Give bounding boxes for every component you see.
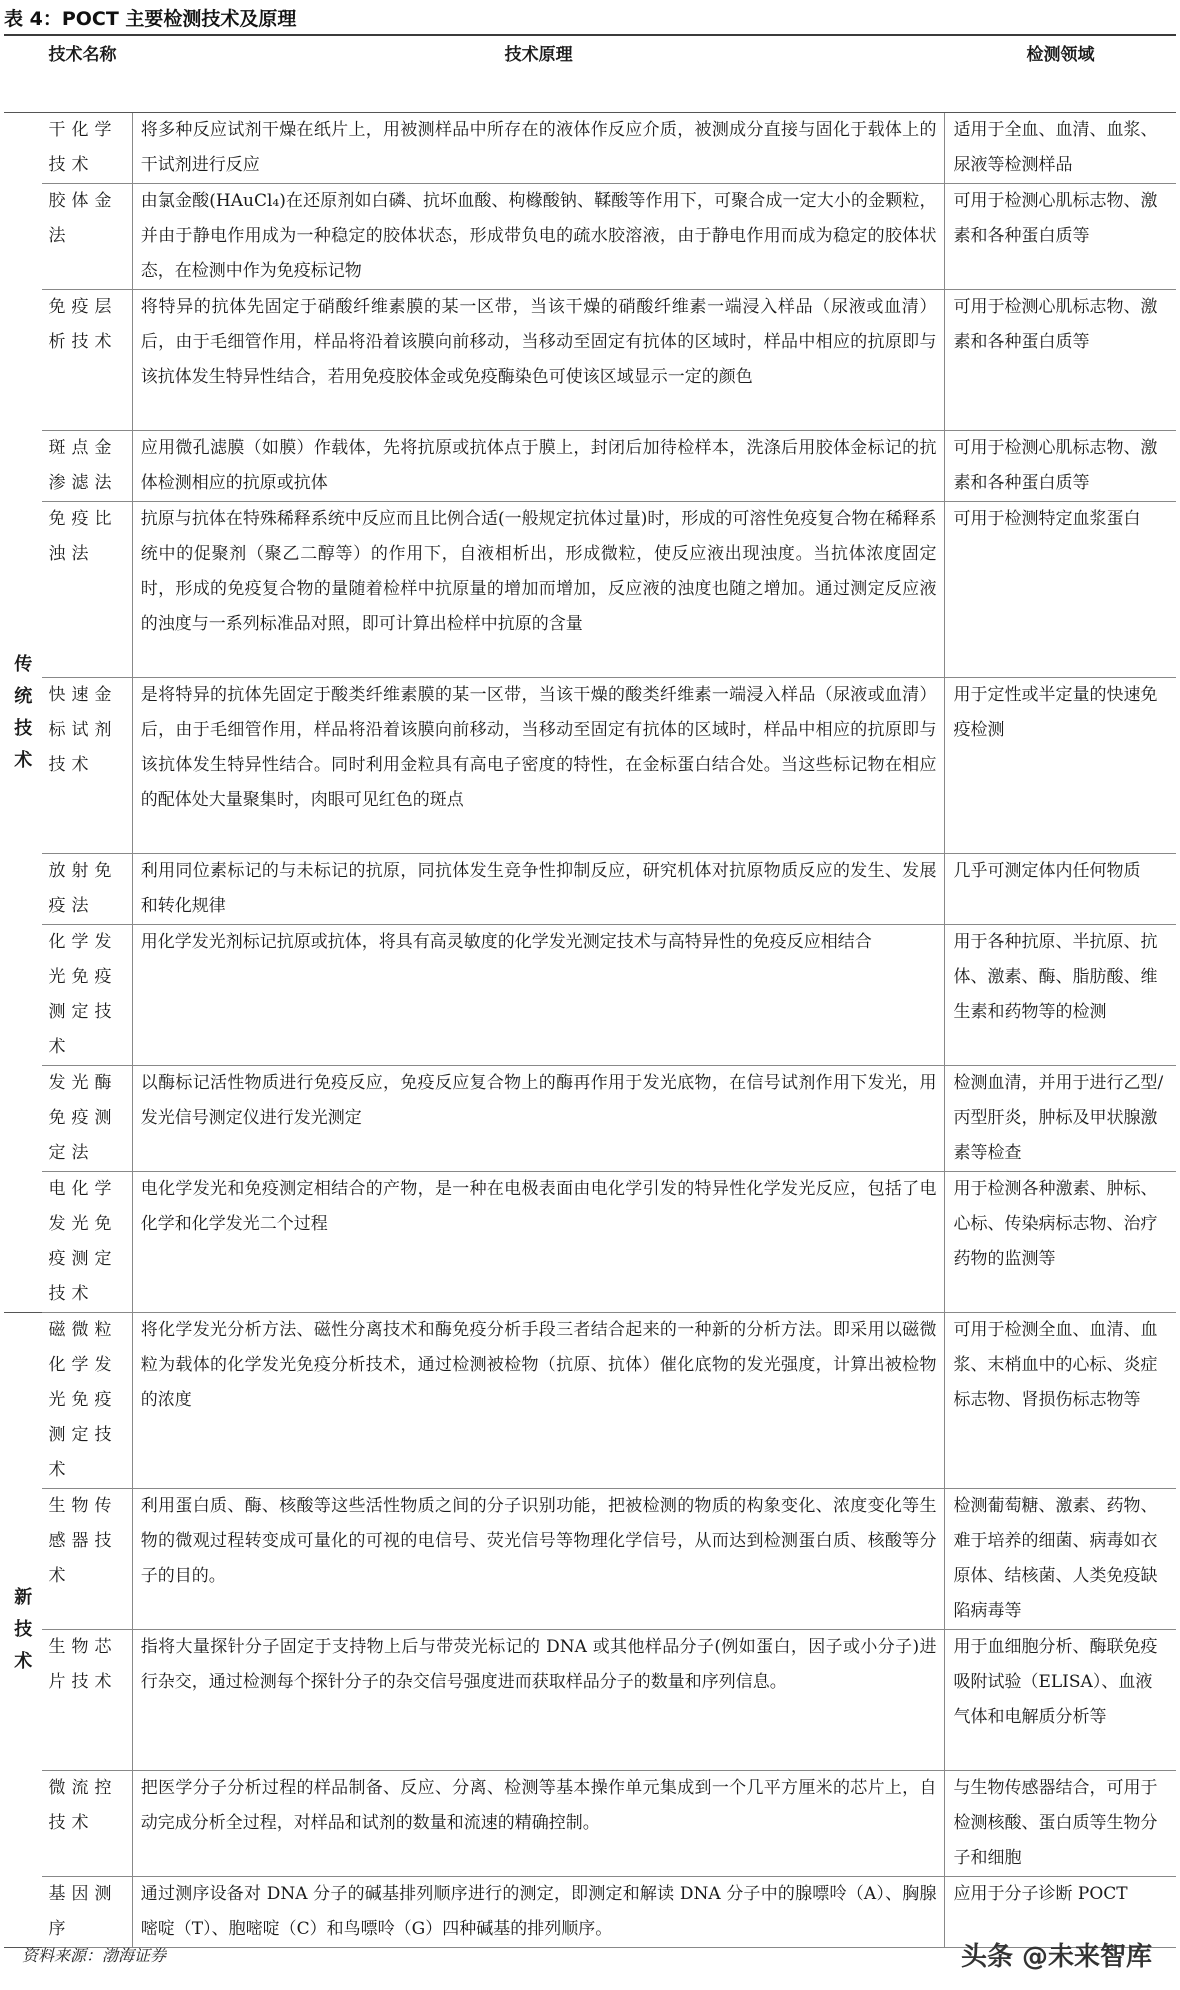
- tech-principle: 把医学分子分析过程的样品制备、反应、分离、检测等基本操作单元集成到一个几平方厘米的芯片上，自动完成分析全过程，对样品和试剂的数量和流速的精确控制。: [132, 1771, 945, 1877]
- tech-name: 发光酶免疫测定法: [42, 1066, 132, 1172]
- table-row: [4, 1066, 1176, 1172]
- tech-principle: 由氯金酸(HAuCl₄)在还原剂如白磷、抗坏血酸、枸橼酸钠、鞣酸等作用下，可聚合成一定大小的金颗粒，并由于静电作用成为一种稳定的胶体状态，形成带负电的疏水胶溶液，由于静电作用而成为稳定的胶体状态，在检测中作为免疫标记物: [132, 184, 945, 290]
- watermark: 头条 @未来智库: [960, 1942, 1152, 1972]
- table-row: [4, 502, 1176, 678]
- tech-name: 斑点金渗滤法: [42, 431, 132, 502]
- table-row: [4, 1489, 1176, 1630]
- tech-field: 适用于全血、血清、血浆、尿液等检测样品: [945, 113, 1176, 184]
- tech-principle: 将化学发光分析方法、磁性分离技术和酶免疫分析手段三者结合起来的一种新的分析方法。即采用以磁微粒为载体的化学发光免疫分析技术，通过检测被检物（抗原、抗体）催化底物的发光强度，计算出被检物的浓度: [132, 1313, 945, 1489]
- tech-principle: 以酶标记活性物质进行免疫反应，免疫反应复合物上的酶再作用于发光底物，在信号试剂作用下发光，用发光信号测定仪进行发光测定: [132, 1066, 945, 1172]
- tech-field: 检测血清，并用于进行乙型/丙型肝炎，肿标及甲状腺激素等检查: [945, 1066, 1176, 1172]
- header-field: 检测领域: [945, 36, 1176, 113]
- table-header-row: [4, 36, 1176, 113]
- table-row: [4, 1630, 1176, 1771]
- tech-principle: 利用同位素标记的与未标记的抗原，同抗体发生竞争性抑制反应，研究机体对抗原物质反应的发生、发展和转化规律: [132, 854, 945, 925]
- tech-field: 用于定性或半定量的快速免疫检测: [945, 678, 1176, 854]
- tech-name: 免疫层析技术: [42, 290, 132, 431]
- source-note: 资料来源：渤海证券: [22, 1946, 167, 1965]
- tech-principle: 将特异的抗体先固定于硝酸纤维素膜的某一区带，当该干燥的硝酸纤维素一端浸入样品（尿液或血清）后，由于毛细管作用，样品将沿着该膜向前移动，当移动至固定有抗体的区域时，样品中相应的抗原即与该抗体发生特异性结合，若用免疫胶体金或免疫酶染色可使该区域显示一定的颜色: [132, 290, 945, 431]
- tech-name: 生物传感器技术: [42, 1489, 132, 1630]
- header-principle: 技术原理: [132, 36, 945, 113]
- tech-principle: 用化学发光剂标记抗原或抗体，将具有高灵敏度的化学发光测定技术与高特异性的免疫反应相结合: [132, 925, 945, 1066]
- tech-principle: 抗原与抗体在特殊稀释系统中反应而且比例合适(一般规定抗体过量)时，形成的可溶性免疫复合物在稀释系统中的促聚剂（聚乙二醇等）的作用下，自液相析出，形成微粒，使反应液出现浊度。当抗体浓度固定时，形成的免疫复合物的量随着检样中抗原量的增加而增加，反应液的浊度也随之增加。通过测定反应液的浊度与一系列标准品对照，即可计算出检样中抗原的含量: [132, 502, 945, 678]
- tech-principle: 利用蛋白质、酶、核酸等这些活性物质之间的分子识别功能，把被检测的物质的构象变化、浓度变化等生物的微观过程转变成可量化的可视的电信号、荧光信号等物理化学信号，从而达到检测蛋白质、核酸等分子的目的。: [132, 1489, 945, 1630]
- tech-name: 微流控技术: [42, 1771, 132, 1877]
- tech-field: 应用于分子诊断 POCT: [945, 1877, 1176, 1948]
- tech-principle: 指将大量探针分子固定于支持物上后与带荧光标记的 DNA 或其他样品分子(例如蛋白，因子或小分子)进行杂交，通过检测每个探针分子的杂交信号强度进而获取样品分子的数量和序列信息。: [132, 1630, 945, 1771]
- tech-field: 可用于检测心肌标志物、激素和各种蛋白质等: [945, 290, 1176, 431]
- tech-field: 用于检测各种激素、肿标、心标、传染病标志物、治疗药物的监测等: [945, 1172, 1176, 1313]
- tech-name: 生物芯片技术: [42, 1630, 132, 1771]
- tech-principle: 通过测序设备对 DNA 分子的碱基排列顺序进行的测定，即测定和解读 DNA 分子中的腺嘌呤（A）、胸腺嘧啶（T）、胞嘧啶（C）和鸟嘌呤（G）四种碱基的排列顺序。: [132, 1877, 945, 1948]
- tech-name: 基因测序: [42, 1877, 132, 1948]
- table-row: [4, 113, 1176, 184]
- tech-principle: 是将特异的抗体先固定于酸类纤维素膜的某一区带，当该干燥的酸类纤维素一端浸入样品（尿液或血清）后，由于毛细管作用，样品将沿着该膜向前移动，当移动至固定有抗体的区域时，样品中相应的抗原即与该抗体发生特异性结合。同时利用金粒具有高电子密度的特性，在金标蛋白结合处。当这些标记物在相应的配体处大量聚集时，肉眼可见红色的斑点: [132, 678, 945, 854]
- tech-principle: 电化学发光和免疫测定相结合的产物，是一种在电极表面由电化学引发的特异性化学发光反应，包括了电化学和化学发光二个过程: [132, 1172, 945, 1313]
- table-row: [4, 678, 1176, 854]
- header-category: [4, 36, 42, 113]
- tech-name: 电化学发光免疫测定技术: [42, 1172, 132, 1313]
- tech-field: 几乎可测定体内任何物质: [945, 854, 1176, 925]
- tech-field: 可用于检测心肌标志物、激素和各种蛋白质等: [945, 184, 1176, 290]
- table-row: [4, 290, 1176, 431]
- tech-field: 用于血细胞分析、酶联免疫吸附试验（ELISA）、血液气体和电解质分析等: [945, 1630, 1176, 1771]
- tech-name: 化学发光免疫测定技术: [42, 925, 132, 1066]
- table-row: [4, 1771, 1176, 1877]
- tech-field: 可用于检测特定血浆蛋白: [945, 502, 1176, 678]
- table-row: [4, 184, 1176, 290]
- tech-principle: 将多种反应试剂干燥在纸片上，用被测样品中所存在的液体作反应介质，被测成分直接与固化于载体上的干试剂进行反应: [132, 113, 945, 184]
- tech-name: 胶体金法: [42, 184, 132, 290]
- tech-field: 可用于检测全血、血清、血浆、末梢血中的心标、炎症标志物、肾损伤标志物等: [945, 1313, 1176, 1489]
- table-row: [4, 1172, 1176, 1313]
- header-name: 技术名称: [42, 36, 132, 113]
- tech-name: 免疫比浊法: [42, 502, 132, 678]
- tech-name: 干化学技术: [42, 113, 132, 184]
- tech-principle: 应用微孔滤膜（如膜）作载体，先将抗原或抗体点于膜上，封闭后加待检样本，洗涤后用胶体金标记的抗体检测相应的抗原或抗体: [132, 431, 945, 502]
- tech-field: 用于各种抗原、半抗原、抗体、激素、酶、脂肪酸、维生素和药物等的检测: [945, 925, 1176, 1066]
- table-row: [4, 854, 1176, 925]
- table-row: [4, 431, 1176, 502]
- category-new: 新技术: [4, 1313, 42, 1948]
- table-caption: 表 4：POCT 主要检测技术及原理: [4, 8, 297, 30]
- tech-field: 检测葡萄糖、激素、药物、难于培养的细菌、病毒如衣原体、结核菌、人类免疫缺陷病毒等: [945, 1489, 1176, 1630]
- category-traditional: 传统技术: [4, 113, 42, 1313]
- tech-field: 与生物传感器结合，可用于检测核酸、蛋白质等生物分子和细胞: [945, 1771, 1176, 1877]
- tech-name: 放射免疫法: [42, 854, 132, 925]
- poct-table: [4, 36, 1176, 1948]
- tech-field: 可用于检测心肌标志物、激素和各种蛋白质等: [945, 431, 1176, 502]
- table-row: [4, 1313, 1176, 1489]
- tech-name: 磁微粒化学发光免疫测定技术: [42, 1313, 132, 1489]
- table-row: [4, 925, 1176, 1066]
- tech-name: 快速金标试剂技术: [42, 678, 132, 854]
